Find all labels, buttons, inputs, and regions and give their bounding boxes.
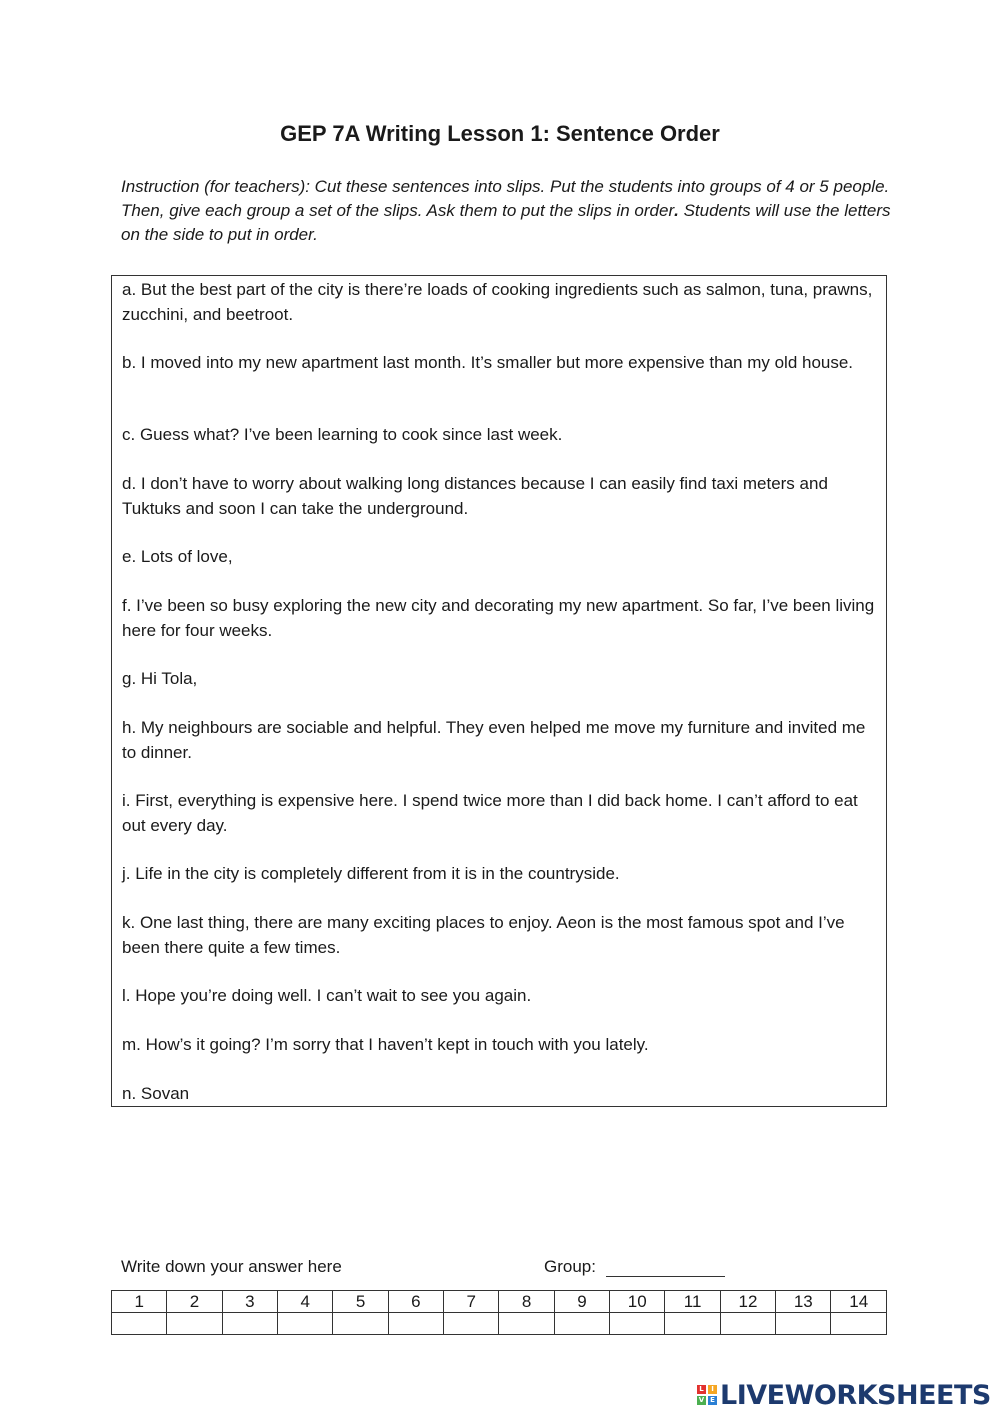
logo-mark-letter: V [698,1396,705,1404]
answer-cell-12[interactable] [720,1313,775,1335]
answer-table [111,1290,887,1335]
sentence-c: c. Guess what? I’ve been learning to cook since last week. [122,425,563,444]
logo-text: LIVEWORKSHEETS [720,1379,991,1411]
answer-number: 8 [499,1291,554,1313]
answer-cell-3[interactable] [222,1313,277,1335]
sentence-h: h. My neighbours are sociable and helpful. They even helped me move my furniture and invited me to dinner. [122,718,866,762]
instruction-main: Instruction (for teachers): Cut these sentences into slips. Put the students into groups of 4 or 5 people. Then, give each group a set of the slips. Ask them to put the slips in order [121,177,890,220]
sentence-j: j. Life in the city is completely different from it is in the countryside. [122,864,620,883]
group-label: Group: [544,1257,596,1276]
answer-cell-1[interactable] [112,1313,167,1335]
answer-number: 14 [831,1291,887,1313]
answer-number: 11 [665,1291,720,1313]
answer-cell-10[interactable] [610,1313,665,1335]
answer-number: 13 [776,1291,831,1313]
answer-number: 4 [278,1291,333,1313]
sentence-e: e. Lots of love, [122,547,233,566]
answer-number-row [112,1291,887,1313]
answer-number: 5 [333,1291,388,1313]
sentence-m: m. How’s it going? I’m sorry that I haven’t kept in touch with you lately. [122,1035,649,1054]
answer-cell-5[interactable] [333,1313,388,1335]
instruction-text [121,175,891,247]
sentence-k: k. One last thing, there are many exciting places to enjoy. Aeon is the most famous spot and I’ve been there quite a few times. [122,913,845,957]
answer-cell-6[interactable] [388,1313,443,1335]
logo-mark-letter: E [708,1396,717,1405]
answer-cell-9[interactable] [554,1313,609,1335]
answer-input-row [112,1313,887,1335]
answer-cell-11[interactable] [665,1313,720,1335]
answer-cell-8[interactable] [499,1313,554,1335]
sentence-g: g. Hi Tola, [122,669,198,688]
group-input-line[interactable] [606,1276,725,1277]
sentence-f: f. I’ve been so busy exploring the new city and decorating my new apartment. So far, I’ve been living here for four weeks. [122,596,875,640]
answer-cell-4[interactable] [278,1313,333,1335]
sentence-n: n. Sovan [122,1084,190,1103]
answer-number: 1 [112,1291,167,1313]
answer-number: 12 [720,1291,775,1313]
page-title: GEP 7A Writing Lesson 1: Sentence Order [280,121,720,146]
answer-cell-14[interactable] [831,1313,887,1335]
logo-mark-letter: I [708,1385,717,1394]
answer-label: Write down your answer here [121,1257,342,1276]
sentence-box [111,275,887,1107]
sentence-d: d. I don’t have to worry about walking long distances because I can easily find taxi meters and Tuktuks and soon I can take the underground. [122,474,828,518]
logo-mark-icon [697,1385,717,1405]
answer-number: 3 [222,1291,277,1313]
instruction-tail: Students will use the letters on the side to put in order. [121,201,891,244]
sentence-a: a. But the best part of the city is there’re loads of cooking ingredients such as salmon, tuna, prawns, zucchini, and beetroot. [122,280,873,324]
answer-number: 10 [610,1291,665,1313]
answer-number: 7 [444,1291,499,1313]
answer-cell-2[interactable] [167,1313,222,1335]
answer-cell-13[interactable] [776,1313,831,1335]
sentence-l: l. Hope you’re doing well. I can’t wait to see you again. [122,986,532,1005]
answer-number: 2 [167,1291,222,1313]
logo-mark-letter: L [697,1385,706,1394]
instruction-dot: . [674,201,679,220]
sentence-b: b. I moved into my new apartment last month. It’s smaller but more expensive than my old house. [122,353,854,372]
answer-number: 6 [388,1291,443,1313]
answer-cell-7[interactable] [444,1313,499,1335]
liveworksheets-logo [697,1378,991,1412]
answer-number: 9 [554,1291,609,1313]
sentence-i: i. First, everything is expensive here. I spend twice more than I did back home. I can’t afford to eat out every day. [122,791,858,835]
